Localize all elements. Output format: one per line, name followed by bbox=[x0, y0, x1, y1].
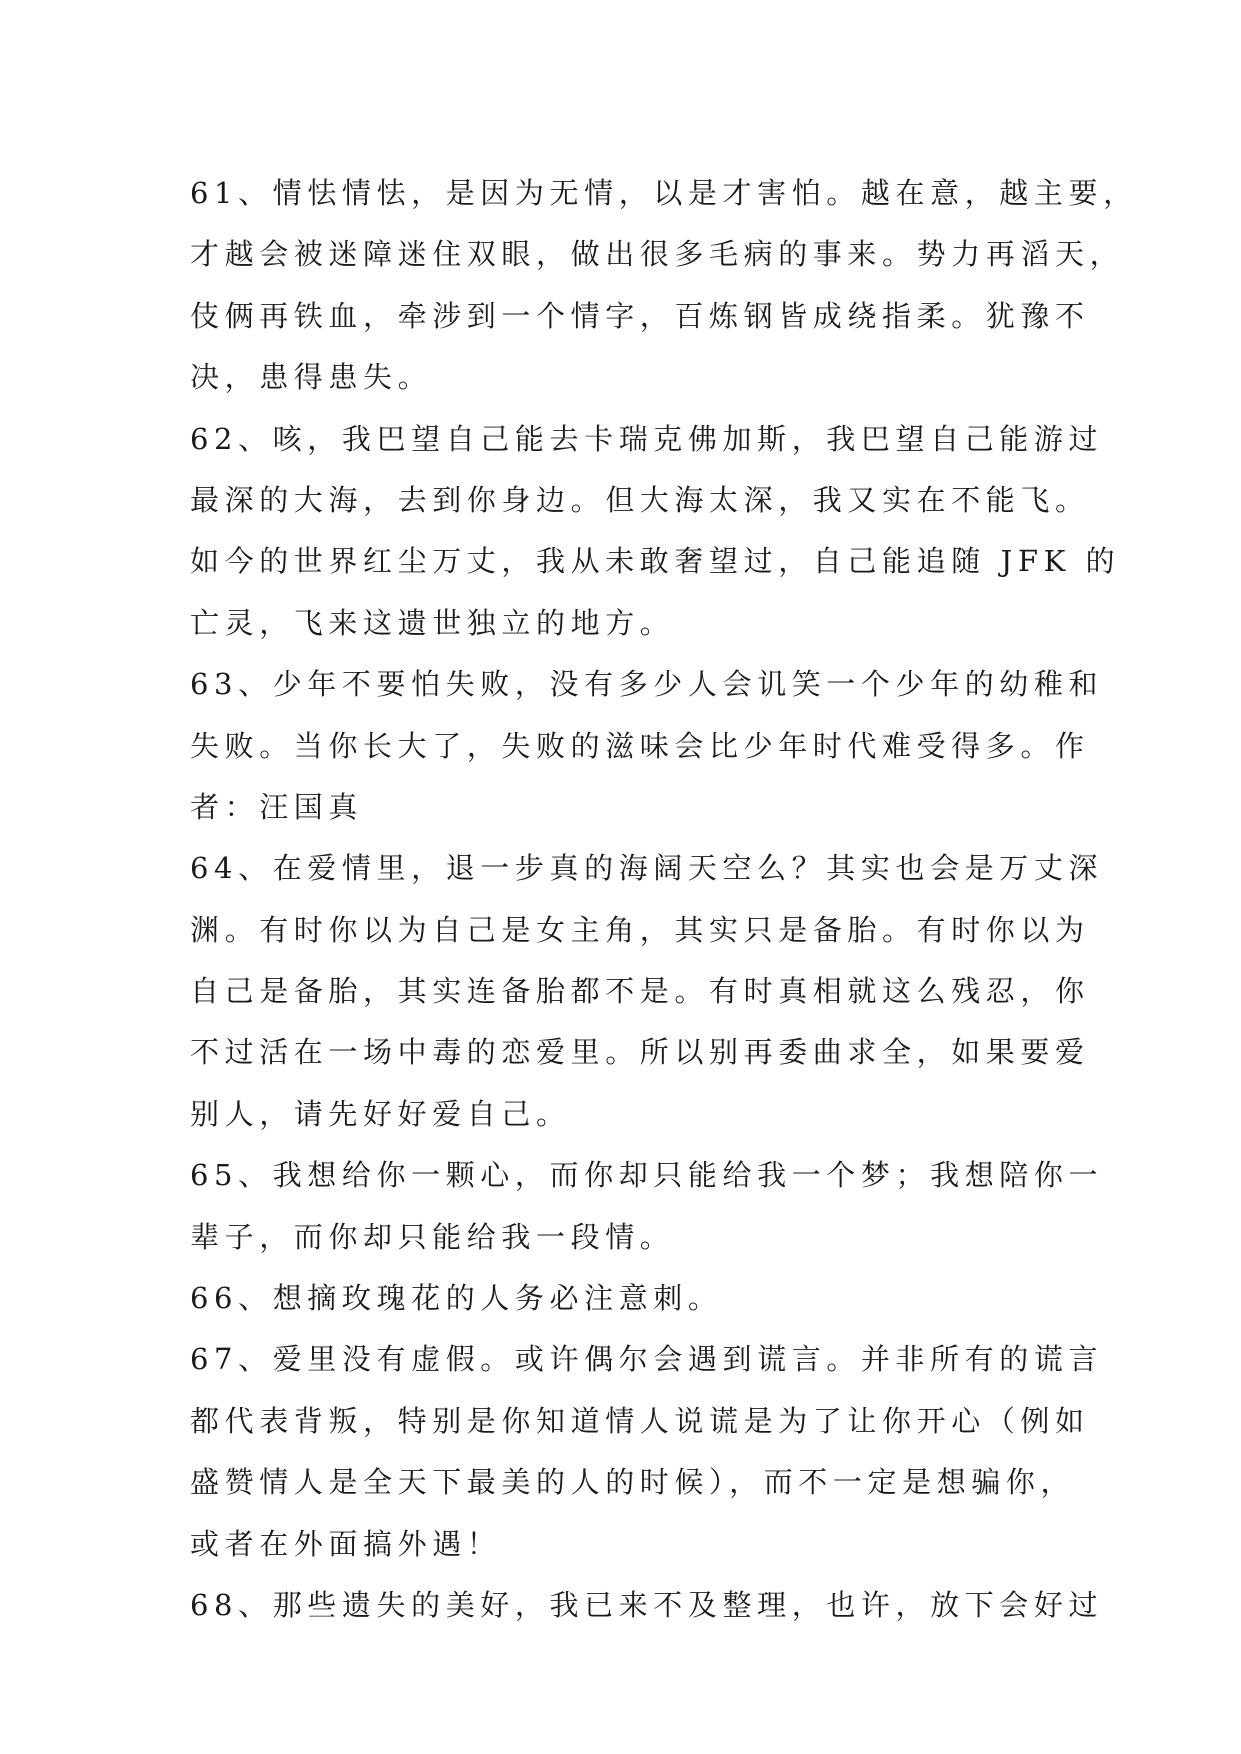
text-line: 都代表背叛，特别是你知道情人说谎是为了让你开心（例如 bbox=[190, 1403, 1090, 1438]
text-line: 盛赞情人是全天下最美的人的时候），而不一定是想骗你， bbox=[190, 1465, 1076, 1500]
text-line: 才越会被迷障迷住双眼，做出很多毛病的事来。势力再滔天， bbox=[190, 237, 1125, 272]
text-line: 63、少年不要怕失败，没有多少人会讥笑一个少年的幼稚和 bbox=[190, 667, 1104, 702]
text-line: 62、咳，我巴望自己能去卡瑞克佛加斯，我巴望自己能游过 bbox=[190, 421, 1104, 456]
text-line: 64、在爱情里，退一步真的海阔天空么？其实也会是万丈深 bbox=[190, 851, 1104, 886]
text-line: 66、想摘玫瑰花的人务必注意刺。 bbox=[190, 1281, 723, 1316]
document-body bbox=[190, 163, 1138, 1636]
text-line: 别人，请先好好爱自己。 bbox=[190, 1096, 571, 1131]
text-line: 如今的世界红尘万丈，我从未敢奢望过，自己能追随 JFK 的 bbox=[190, 544, 1121, 579]
text-line: 亡灵，飞来这遗世独立的地方。 bbox=[190, 605, 675, 640]
text-line: 65、我想给你一颗心，而你却只能给我一个梦；我想陪你一 bbox=[190, 1158, 1104, 1193]
text-line: 自己是备胎，其实连备胎都不是。有时真相就这么残忍，你 bbox=[190, 974, 1090, 1009]
text-line: 辈子，而你却只能给我一段情。 bbox=[190, 1219, 675, 1254]
text-line: 伎俩再铁血，牵涉到一个情字，百炼钢皆成绕指柔。犹豫不 bbox=[190, 298, 1090, 333]
text-line: 61、情怯情怯，是因为无情，以是才害怕。越在意，越主要， bbox=[190, 176, 1138, 210]
text-line: 最深的大海，去到你身边。但大海太深，我又实在不能飞。 bbox=[190, 482, 1090, 517]
text-line: 67、爱里没有虚假。或许偶尔会遇到谎言。并非所有的谎言 bbox=[190, 1342, 1104, 1377]
text-line: 渊。有时你以为自己是女主角，其实只是备胎。有时你以为 bbox=[190, 912, 1090, 947]
text-line: 者：汪国真 bbox=[190, 789, 364, 824]
text-line: 或者在外面搞外遇！ bbox=[190, 1526, 502, 1561]
text-line: 不过活在一场中毒的恋爱里。所以别再委曲求全，如果要爱 bbox=[190, 1035, 1090, 1070]
text-line: 68、那些遗失的美好，我已来不及整理，也许，放下会好过 bbox=[190, 1587, 1104, 1622]
text-line: 决，患得患失。 bbox=[190, 360, 433, 395]
text-line: 失败。当你长大了，失败的滋味会比少年时代难受得多。作 bbox=[190, 728, 1090, 763]
